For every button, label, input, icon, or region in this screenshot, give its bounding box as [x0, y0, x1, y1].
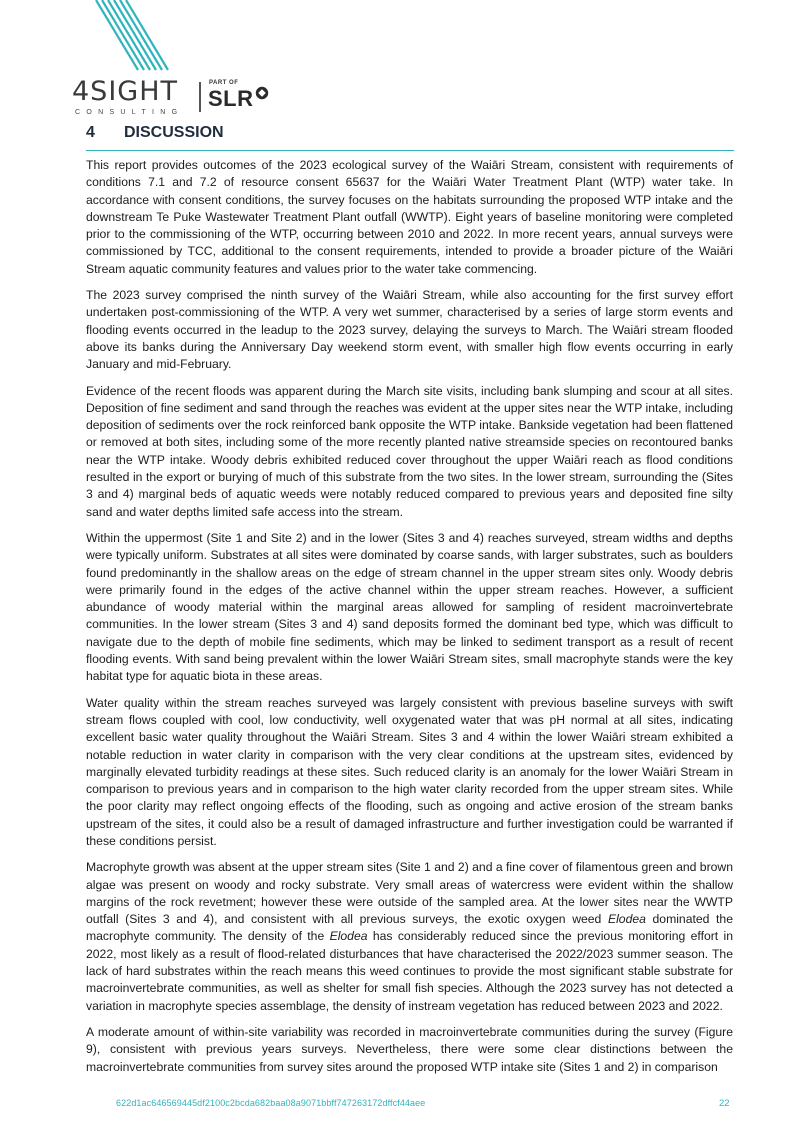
paragraph: Within the uppermost (Site 1 and Site 2) and in the lower (Sites 3 and 4) reaches surveyed, stream widths and depths were typically uniform. Substrates at all sites were dominated by coarse sands, with larger substrates, such as boulders found predominantly in the shallow areas on the edge of stream channel in the upper stream sites only. Woody debris were primarily found in the edges of the active channel within the upper stream reaches. However, a sufficient abundance of woody material within the marginal areas allowed for sampling of resident macroinvertebrate communities. In the lower stream (Sites 3 and 4) sand deposits formed the dominant bed type, which was difficult to navigate due to the depth of mobile fine sediments, which may be linked to sediment transport as a result of recent flooding events. With sand being prevalent within the lower Waiāri Stream sites, small macrophyte stands were the key habitat type for aquatic biota in these areas.	[86, 530, 733, 684]
species-name: Elodea	[607, 912, 646, 927]
paragraph-text: Macrophyte growth was absent at the upper stream sites (Site 1 and 2) and a fine cover of filamentous green and brown algae was present on woody and rocky substrate. Very small areas of watercress were evident within the shallow margins of the rock revetment; however these were outside of the sampled area. At the lower sites near the WWTP outfall (Sites 3 and 4), and consistent with all previous surveys, the exotic oxygen weed	[86, 860, 733, 927]
species-name: Elodea	[329, 929, 368, 944]
logo-wordmark: 4SIGHT	[72, 76, 178, 107]
page-number: 22	[719, 1098, 730, 1109]
brand-stripes-graphic	[92, 0, 170, 72]
section-title: DISCUSSION	[124, 124, 224, 141]
section-heading	[86, 124, 734, 151]
logo-part-of: PART OF	[209, 80, 239, 86]
company-logo	[72, 78, 292, 118]
section-number: 4	[86, 124, 95, 141]
body-text	[86, 157, 733, 1085]
document-id: 622d1ac646569445df2100c2bcda682baa08a9071bbff747263172dffcf44aee	[116, 1098, 426, 1108]
paragraph-text: has considerably reduced since the previous monitoring effort in 2022, most likely as a result of flood-related disturbances that have characterised the 2022/2023 summer season. The lack of hard substrates within the reach means this weed continues to provide the most significant stable substrate for macroinvertebrate communities, as well as shelter for small fish species. Although the 2023 survey has not detected a variation in macrophyte species assemblage, the density of instream vegetation has reduced between 2023 and 2022.	[86, 929, 733, 1013]
logo-subtitle: CONSULTING	[75, 109, 184, 116]
paragraph: A moderate amount of within-site variability was recorded in macroinvertebrate communities during the survey (Figure 9), consistent with previous years surveys. Nevertheless, there were some clear distinctions between the macroinvertebrate communities from survey sites around the proposed WTP intake site (Sites 1 and 2) in comparison	[86, 1024, 733, 1074]
logo-divider	[199, 82, 201, 112]
paragraph-text: dominated the macrophyte community. The density of the	[86, 912, 733, 944]
paragraph	[86, 859, 733, 1015]
paragraph: This report provides outcomes of the 2023 ecological survey of the Waiāri Stream, consistent with requirements of conditions 7.1 and 7.2 of resource consent 65637 for the Waiāri Water Treatment Plant (WTP) water take. In accordance with consent conditions, the survey focuses on the habitats surrounding the proposed WTP intake and the downstream Te Puke Wastewater Treatment Plant outfall (WWTP). Eight years of baseline monitoring were completed prior to the commissioning of the WTP, occurring between 2010 and 2022. In more recent years, annual surveys were commissioned by TCC, additional to the consent requirements, intended to provide a broader picture of the Waiāri Stream aquatic community features and values prior to the water take commencing.	[86, 158, 733, 276]
paragraph: The 2023 survey comprised the ninth survey of the Waiāri Stream, while also accounting for the first survey effort undertaken post-commissioning of the WTP. A very wet summer, characterised by a series of large storm events and flooding events occurred in the leadup to the 2023 survey, delaying the surveys to March. The Waiāri stream flooded above its banks during the Anniversary Day weekend storm event, with smaller high flow events occurring in early January and mid-February.	[86, 288, 733, 372]
slr-mark-icon	[255, 86, 269, 100]
paragraph: Evidence of the recent floods was apparent during the March site visits, including bank slumping and scour at all sites. Deposition of fine sediment and sand through the reaches was evident at the upper sites near the WTP intake, including deposition of sediments over the rock reinforced bank opposite the WTP intake. Bankside vegetation had been flattened or removed at both sites, including some of the more recently planted native streamside species on recontoured banks near the WTP intake. Woody debris exhibited reduced cover throughout the upper Waiāri reach as flood conditions resulted in the export or burying of much of this substrate from the two sites. In the lower stream, surrounding the (Sites 3 and 4) marginal beds of aquatic weeds were notably reduced compared to previous years and deposited fine silty sand and water depths limited safe access into the stream.	[86, 383, 733, 519]
paragraph: Water quality within the stream reaches surveyed was largely consistent with previous baseline surveys with swift stream flows coupled with cool, low conductivity, well oxygenated water that was pH normal at all sites, indicating excellent basic water quality throughout the Waiāri Stream. Sites 3 and 4 within the lower Waiāri stream exhibited a notable reduction in water clarity in comparison with the very clear conditions at the upstream sites, evidenced by marginally elevated turbidity readings at these sites. Such reduced clarity is an anomaly for the lower Waiāri Stream in comparison to previous years and in comparison to the high water clarity recorded from the upper stream sites. While the poor clarity may reflect ongoing effects of the flooding, such as ongoing and active erosion of the stream banks upstream of the sites, it could also be a result of damaged infrastructure and further investigation could be warranted if these conditions persist.	[86, 695, 733, 848]
logo-partner: SLR	[208, 86, 254, 111]
